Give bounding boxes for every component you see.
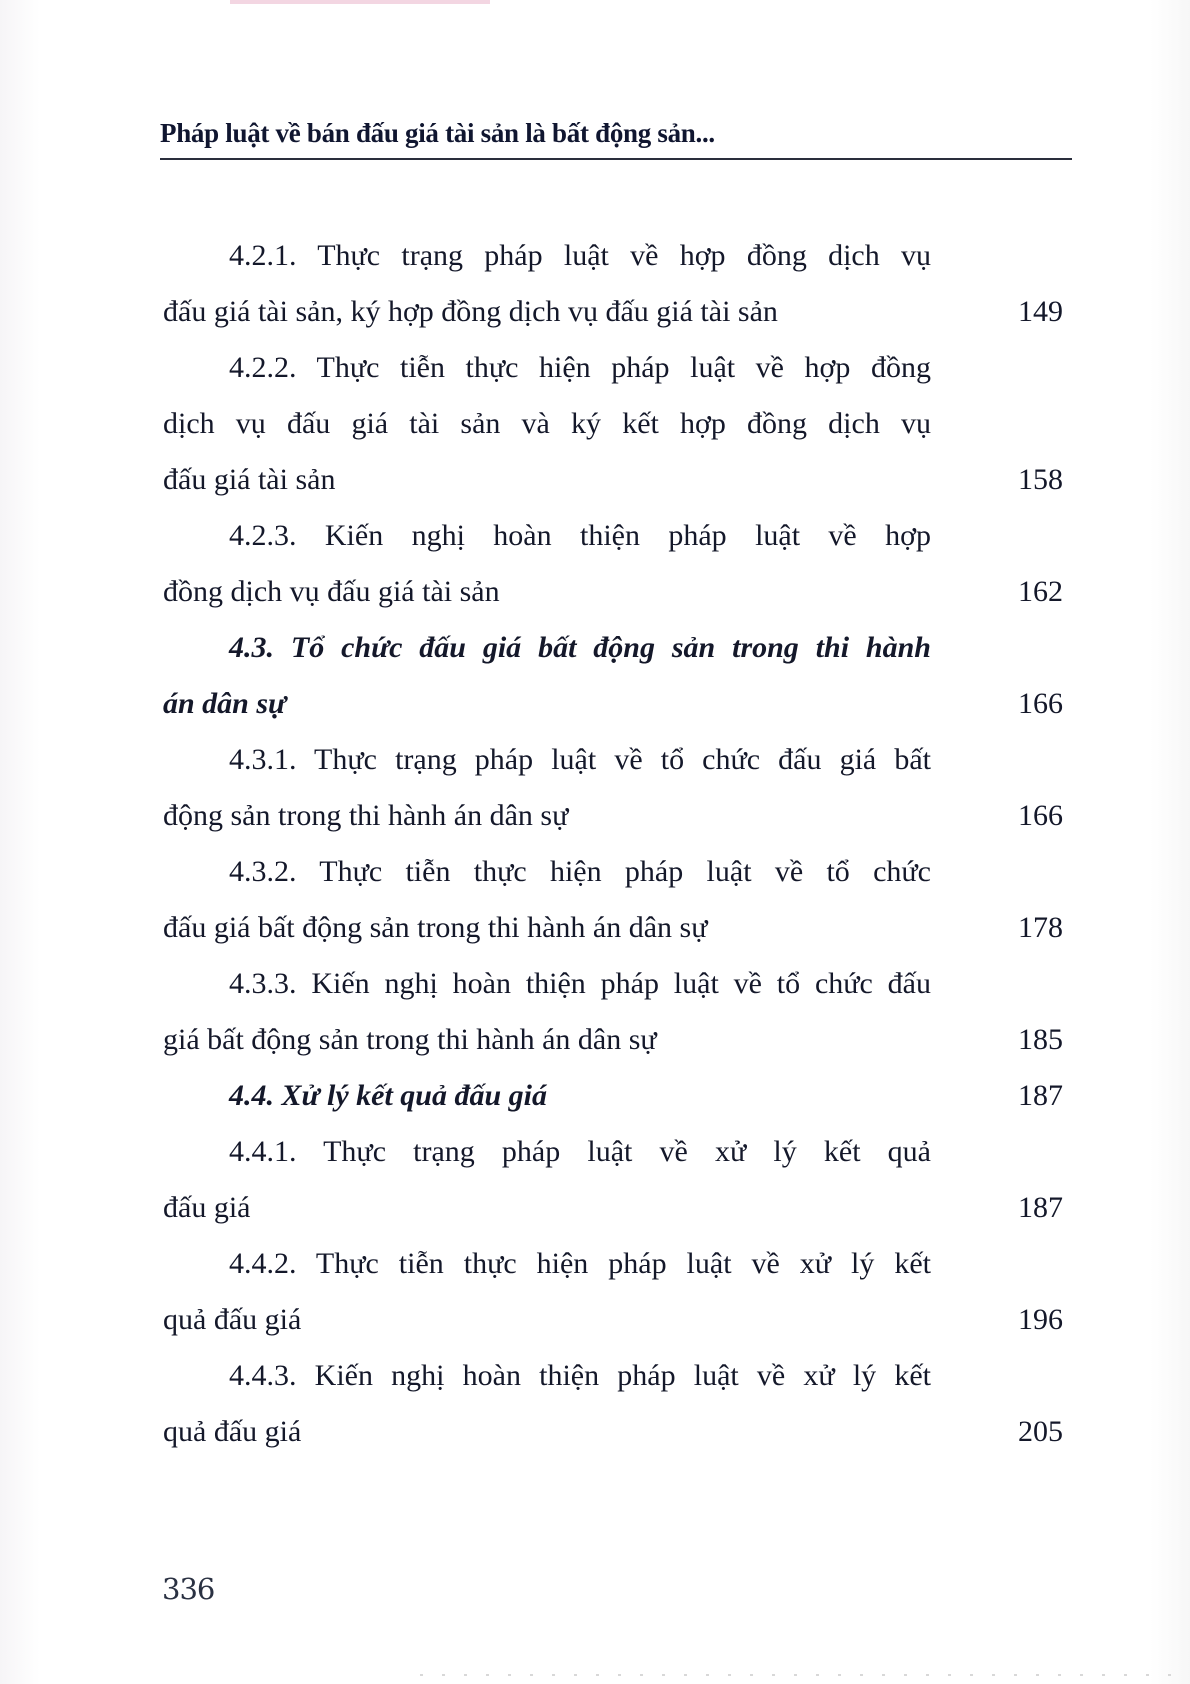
toc-page-number: 162 xyxy=(1018,575,1063,608)
page-number-footer: 336 xyxy=(162,1572,215,1606)
toc-entry[interactable] xyxy=(163,508,1063,620)
scan-artifact xyxy=(420,1674,1180,1676)
toc-entry-title: đồng dịch vụ đấu giá tài sản xyxy=(163,575,500,608)
running-head: Pháp luật về bán đấu giá tài sản là bất động sản... xyxy=(160,118,715,148)
toc-page-number: 185 xyxy=(1018,1023,1063,1056)
toc-entry-title: đấu giá bất động sản trong thi hành án dân sự xyxy=(163,911,708,944)
toc-entry-title: giá bất động sản trong thi hành án dân sự xyxy=(163,1023,657,1056)
toc-page-number: 187 xyxy=(1018,1191,1063,1224)
toc-page-number: 187 xyxy=(1018,1079,1063,1112)
toc-entry[interactable] xyxy=(163,844,1063,956)
toc-entry-title: đấu giá tài sản, ký hợp đồng dịch vụ đấu giá tài sản xyxy=(163,295,778,328)
toc-page-number: 166 xyxy=(1018,687,1063,720)
toc-entry-title: 4.3. Tổ chức đấu giá bất động sản trong thi hành xyxy=(229,631,931,664)
toc-entry-title: 4.2.3. Kiến nghị hoàn thiện pháp luật về hợp xyxy=(229,519,931,552)
toc-entry-title: quả đấu giá xyxy=(163,1303,302,1336)
toc-entry[interactable] xyxy=(163,340,1063,508)
toc-page-number: 166 xyxy=(1018,799,1063,832)
toc-entry-title: dịch vụ đấu giá tài sản và ký kết hợp đồng dịch vụ xyxy=(163,407,931,440)
toc-entry[interactable] xyxy=(163,732,1063,844)
toc-section-entry[interactable] xyxy=(163,1068,1063,1124)
toc-entry-title: 4.2.2. Thực tiễn thực hiện pháp luật về hợp đồng xyxy=(229,351,931,384)
toc-entry-title: 4.3.1. Thực trạng pháp luật về tổ chức đấu giá bất xyxy=(229,743,931,776)
toc-entry-title: động sản trong thi hành án dân sự xyxy=(163,799,569,832)
toc-entry-title: 4.4.2. Thực tiễn thực hiện pháp luật về xử lý kết xyxy=(229,1247,931,1280)
toc-section-entry[interactable] xyxy=(163,620,1063,732)
toc-page-number: 149 xyxy=(1018,295,1063,328)
toc-page-number: 178 xyxy=(1018,911,1063,944)
toc-entry-title: quả đấu giá xyxy=(163,1415,302,1448)
table-of-contents xyxy=(163,228,1063,1460)
toc-page-number: 205 xyxy=(1018,1415,1063,1448)
toc-entry-title: 4.4.1. Thực trạng pháp luật về xử lý kết quả xyxy=(229,1135,931,1168)
toc-entry-title: 4.3.3. Kiến nghị hoàn thiện pháp luật về tổ chức đấu xyxy=(229,967,931,1000)
scan-tint xyxy=(230,0,490,4)
toc-entry[interactable] xyxy=(163,1348,1063,1460)
toc-entry[interactable] xyxy=(163,956,1063,1068)
toc-entry-title: đấu giá xyxy=(163,1191,251,1224)
header-rule xyxy=(160,158,1072,160)
toc-entry-title: 4.4.3. Kiến nghị hoàn thiện pháp luật về xử lý kết xyxy=(229,1359,931,1392)
toc-entry[interactable] xyxy=(163,228,1063,340)
toc-entry[interactable] xyxy=(163,1236,1063,1348)
toc-entry-title: 4.3.2. Thực tiễn thực hiện pháp luật về tổ chức xyxy=(229,855,931,888)
toc-entry-title: đấu giá tài sản xyxy=(163,463,336,496)
toc-entry-title: 4.4. Xử lý kết quả đấu giá xyxy=(229,1079,547,1112)
page-edge-right xyxy=(1150,0,1190,1684)
toc-page-number: 158 xyxy=(1018,463,1063,496)
toc-entry[interactable] xyxy=(163,1124,1063,1236)
page-edge-left xyxy=(0,0,40,1684)
toc-entry-title: 4.2.1. Thực trạng pháp luật về hợp đồng dịch vụ xyxy=(229,239,931,272)
toc-page-number: 196 xyxy=(1018,1303,1063,1336)
toc-entry-title: án dân sự xyxy=(163,687,287,720)
